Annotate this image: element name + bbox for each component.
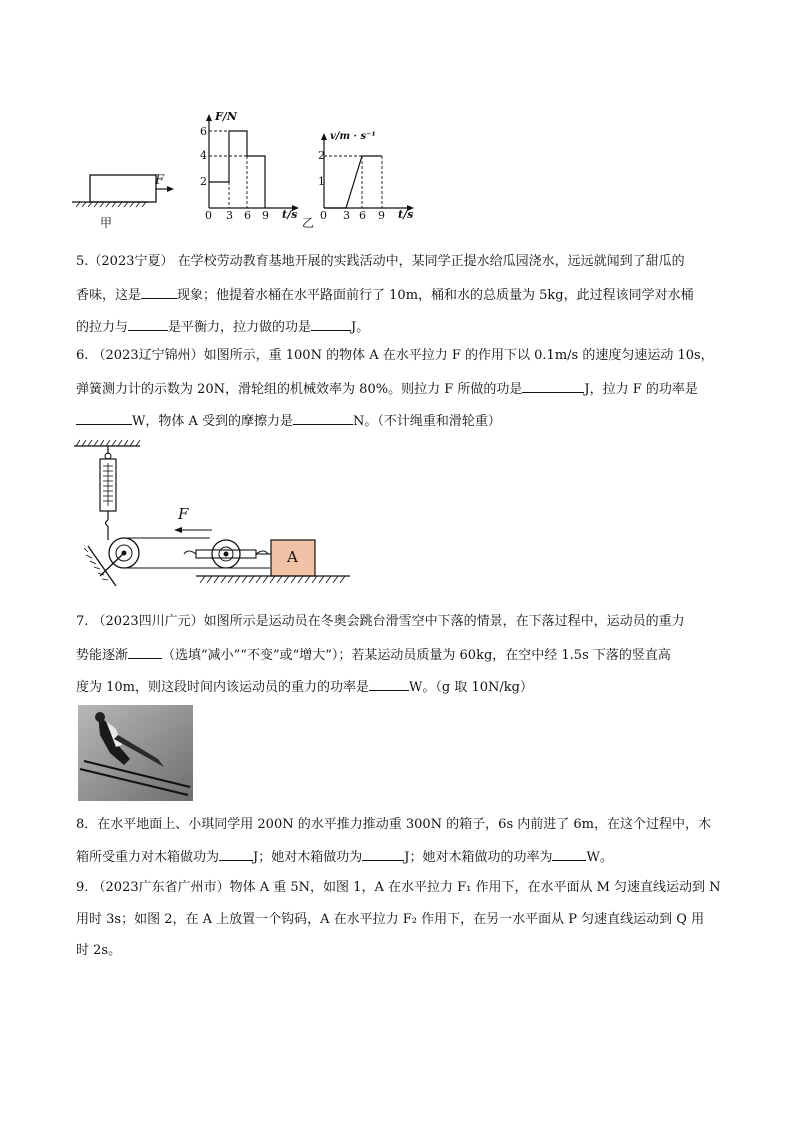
ft-x-tick-0: 0 bbox=[205, 209, 212, 222]
q8-text-2b: J；她对木箱做功为 bbox=[253, 850, 363, 865]
ft-y-tick-6: 6 bbox=[200, 125, 207, 138]
vt-y-tick-2: 2 bbox=[318, 149, 325, 162]
vt-x-axis-label: t/s bbox=[398, 208, 414, 221]
vt-y-tick-1: 1 bbox=[318, 175, 325, 188]
q8-text-2c: J；她对木箱做功的功率为 bbox=[404, 850, 553, 865]
q7-line-2 bbox=[76, 644, 671, 666]
q6-line-2 bbox=[76, 378, 698, 400]
q5-text-2a: 香味，这是 bbox=[76, 288, 142, 303]
q7-text-2a: 势能逐渐 bbox=[76, 648, 129, 663]
q5-text-2b: 现象；他提着水桶在水平路面前行了 10m，桶和水的总质量为 5kg，此过程该同学对水桶 bbox=[177, 288, 694, 303]
q8-text-2d: W。 bbox=[586, 850, 613, 865]
vt-x-tick-0: 0 bbox=[320, 209, 327, 222]
ft-y-tick-2: 2 bbox=[200, 175, 207, 188]
q7-line-1: 7. （2023四川广元）如图所示是运动员在冬奥会跳台滑雪空中下落的情景，在下落过程中，运动员的重力 bbox=[76, 614, 685, 629]
q7-text-3a: 度为 10m，则这段时间内该运动员的重力的功率是 bbox=[76, 680, 370, 695]
vt-graph bbox=[312, 130, 427, 220]
q8-blank-3[interactable] bbox=[552, 846, 586, 861]
ft-y-tick-4: 4 bbox=[200, 149, 207, 162]
q5-blank-2[interactable] bbox=[128, 316, 168, 331]
q7-line-3 bbox=[76, 676, 533, 698]
q6-text-3a: W，物体 A 受到的摩擦力是 bbox=[132, 414, 294, 429]
vt-x-tick-6: 6 bbox=[359, 209, 366, 222]
q8-blank-1[interactable] bbox=[219, 846, 253, 861]
ft-x-axis-label: t/s bbox=[282, 208, 298, 221]
q5-line-2 bbox=[76, 284, 694, 306]
pulley-system-figure bbox=[70, 436, 360, 592]
q5-blank-3[interactable] bbox=[311, 316, 351, 331]
q8-text-2a: 箱所受重力对木箱做功为 bbox=[76, 850, 220, 865]
q9-line-2: 用时 3s；如图 2，在 A 上放置一个钩码，A 在水平拉力 F₂ 作用下，在另一水平面从 P 匀速直线运动到 Q 用 bbox=[76, 912, 705, 927]
pulley-force-label: F bbox=[178, 505, 189, 523]
q6-blank-2[interactable] bbox=[76, 410, 132, 425]
q9-line-1: 9. （2023广东省广州市）物体 A 重 5N，如图 1，A 在水平拉力 F₁ 作用下，在水平面从 M 匀速直线运动到 N bbox=[76, 880, 721, 895]
ft-x-tick-6: 6 bbox=[244, 209, 251, 222]
q6-text-3b: N。（不计绳重和滑轮重） bbox=[353, 414, 501, 429]
q5-text-3a: 的拉力与 bbox=[76, 320, 129, 335]
q8-blank-2[interactable] bbox=[362, 846, 404, 861]
q7-text-3b: W。（g 取 10N/kg） bbox=[409, 680, 533, 695]
force-label: F bbox=[155, 173, 165, 188]
ski-jumper-illustration bbox=[78, 705, 193, 801]
q5-line-1: 5.（2023宁夏） 在学校劳动教育基地开展的实践活动中，某同学正提水给瓜园浇水，远远就闻到了甜瓜的 bbox=[76, 254, 685, 269]
vt-x-tick-3: 3 bbox=[343, 209, 350, 222]
vt-y-axis-label: v/m · s⁻¹ bbox=[330, 131, 376, 142]
q7-text-2b: （选填“减小”“不变”或“增大”）；若某运动员质量为 60kg，在空中经 1.5s 下落的竖直高 bbox=[162, 648, 671, 663]
vt-x-tick-9: 9 bbox=[378, 209, 385, 222]
q5-blank-1[interactable] bbox=[141, 284, 177, 299]
q6-blank-3[interactable] bbox=[293, 410, 353, 425]
q6-line-3 bbox=[76, 410, 501, 432]
ft-x-tick-3: 3 bbox=[226, 209, 233, 222]
q5-text-3c: J。 bbox=[351, 320, 370, 335]
q5-line-3 bbox=[76, 316, 369, 338]
block-a-label: A bbox=[287, 548, 298, 566]
q5-text-3b: 是平衡力，拉力做的功是 bbox=[168, 320, 312, 335]
q7-blank-1[interactable] bbox=[128, 644, 162, 659]
q6-blank-1[interactable] bbox=[522, 378, 584, 393]
q6-text-2a: 弹簧测力计的示数为 20N，滑轮组的机械效率为 80%。则拉力 F 所做的功是 bbox=[76, 382, 523, 397]
ft-y-axis-label: F/N bbox=[215, 110, 237, 123]
q9-line-3: 时 2s。 bbox=[76, 943, 122, 958]
ski-jumper-photo bbox=[78, 705, 193, 801]
q8-line-1: 8．在水平地面上、小琪同学用 200N 的水平推力推动重 300N 的箱子，6s 内前进了 6m，在这个过程中，木 bbox=[76, 817, 711, 832]
q6-line-1: 6. （2023辽宁锦州）如图所示，重 100N 的物体 A 在水平拉力 F 的作用下以 0.1m/s 的速度匀速运动 10s， bbox=[76, 348, 714, 363]
ft-x-tick-9: 9 bbox=[262, 209, 269, 222]
q8-line-2 bbox=[76, 846, 613, 868]
figure-jia-label: 甲 bbox=[100, 216, 113, 230]
q7-blank-2[interactable] bbox=[369, 676, 409, 691]
figure-yi-label: 乙 bbox=[302, 216, 315, 230]
q6-text-2b: J，拉力 F 的功率是 bbox=[584, 382, 698, 397]
ft-graph bbox=[195, 112, 305, 222]
